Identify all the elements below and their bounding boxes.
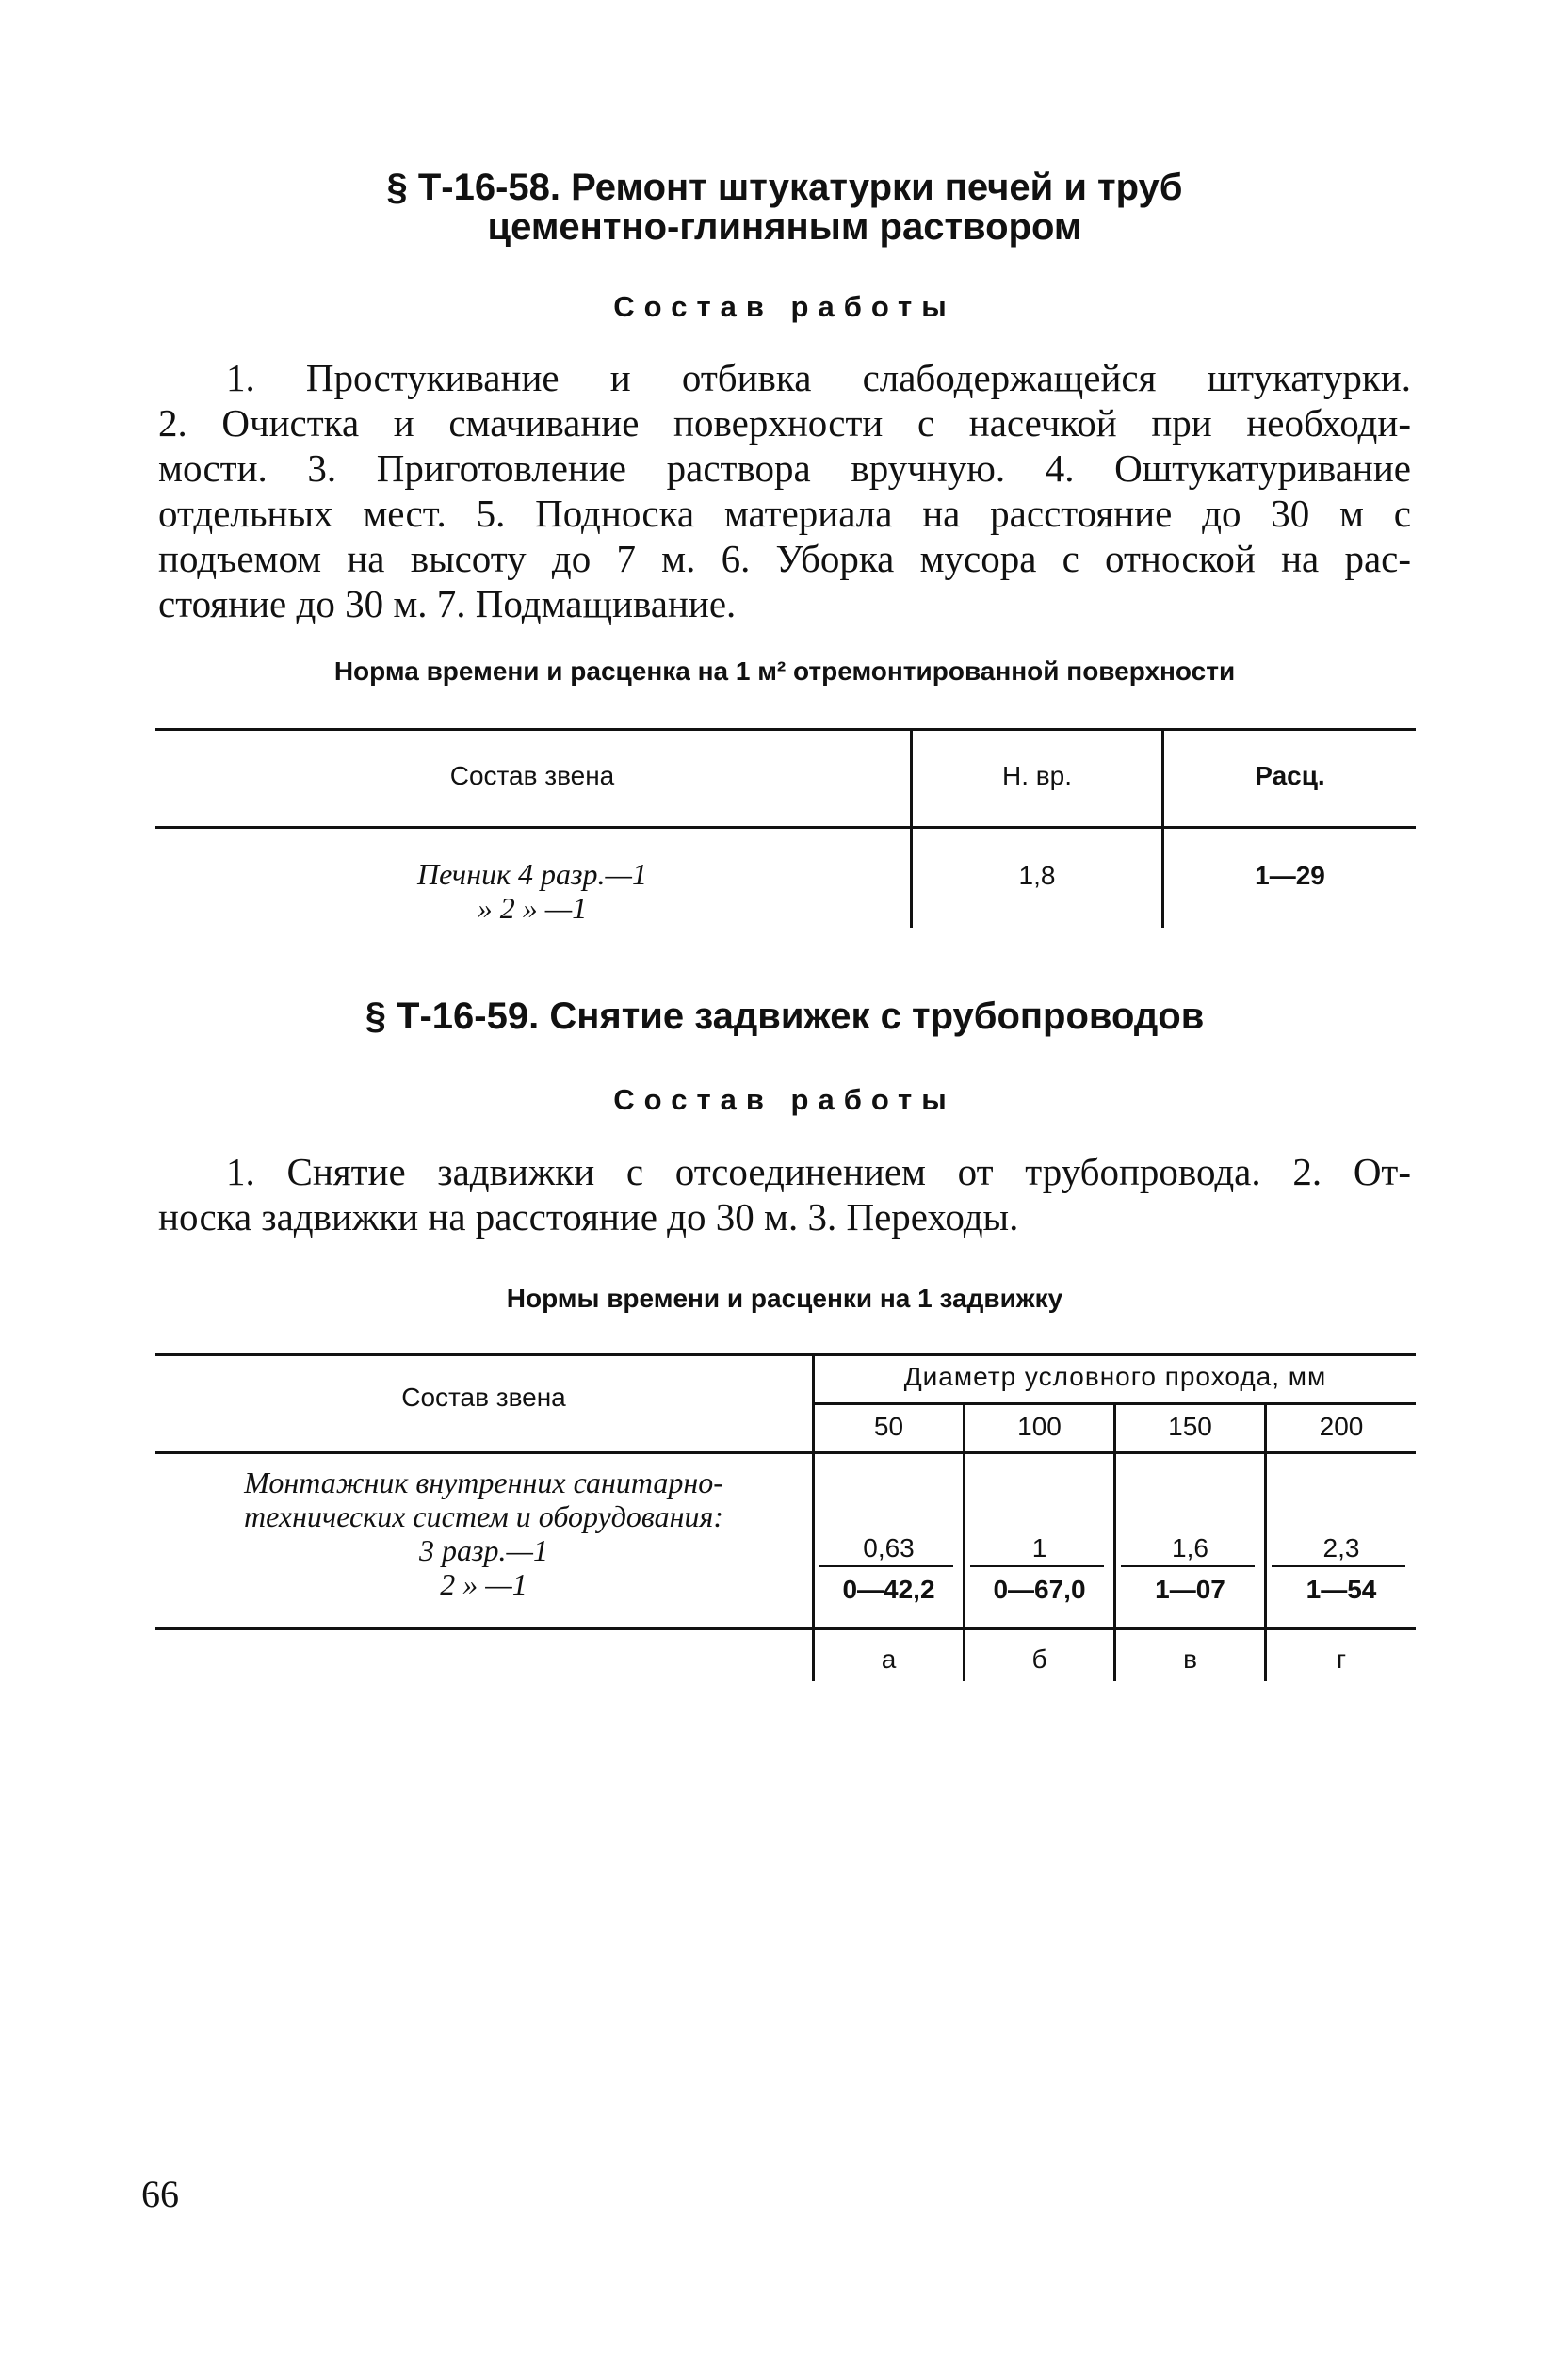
diameter-150: 150 bbox=[1168, 1412, 1212, 1441]
rate-value: 1—29 bbox=[1255, 861, 1325, 890]
table-caption: Нормы времени и расценки на 1 задвижку bbox=[506, 1284, 1063, 1313]
crew-line: » 2 » —1 bbox=[477, 891, 588, 925]
work-line: отдельных мест. 5. Подноска материала на расстояние до 30 м с bbox=[158, 492, 1411, 535]
fraction-rule bbox=[1272, 1565, 1405, 1567]
column-letter: в bbox=[1183, 1644, 1197, 1674]
crew-line: Монтажник внутренних санитарно- bbox=[244, 1465, 723, 1499]
work-line: 2. Очистка и смачивание поверхности с насечкой при необходи- bbox=[158, 401, 1411, 445]
rate-value: 1—07 bbox=[1155, 1575, 1225, 1604]
work-line: носка задвижки на расстояние до 30 м. 3. Переходы. bbox=[158, 1195, 1019, 1239]
fraction-rule bbox=[1121, 1565, 1255, 1567]
column-letter: б bbox=[1031, 1644, 1047, 1674]
diameter-100: 100 bbox=[1017, 1412, 1062, 1441]
rate-value: 0—67,0 bbox=[993, 1575, 1086, 1604]
work-line: подъемом на высоту до 7 м. 6. Уборка мусора с отноской на рас- bbox=[158, 537, 1411, 580]
fraction-rule bbox=[970, 1565, 1104, 1567]
header-diameter: Диаметр условного прохода, мм bbox=[903, 1362, 1327, 1391]
table-divider bbox=[1161, 728, 1164, 928]
header-crew: Состав звена bbox=[401, 1383, 566, 1412]
work-heading: Состав работы bbox=[613, 290, 956, 323]
header-norm: Н. вр. bbox=[1001, 761, 1072, 790]
table-divider bbox=[812, 1353, 815, 1681]
header-rate: Расц. bbox=[1255, 761, 1325, 790]
work-line: мости. 3. Приготовление раствора вручную. 4. Оштукатуривание bbox=[158, 446, 1411, 490]
crew-line: Печник 4 разр.—1 bbox=[417, 857, 647, 891]
work-heading: Состав работы bbox=[613, 1083, 956, 1116]
rate-value: 1—54 bbox=[1306, 1575, 1377, 1604]
fraction-rule bbox=[819, 1565, 953, 1567]
table-header-rule bbox=[155, 826, 1416, 829]
work-line: 1. Простукивание и отбивка слабодержащейся штукатурки. bbox=[226, 356, 1411, 399]
work-line: 1. Снятие задвижки с отсоединением от трубопровода. 2. От- bbox=[226, 1150, 1411, 1193]
section-title-line1: § Т-16-58. Ремонт штукатурки печей и труб bbox=[386, 167, 1183, 208]
header-crew: Состав звена bbox=[449, 761, 615, 790]
norm-value: 1 bbox=[1031, 1533, 1047, 1562]
section-title-line2: цементно-глиняным раствором bbox=[487, 206, 1082, 248]
crew-line: 3 разр.—1 bbox=[419, 1533, 548, 1567]
column-letter: г bbox=[1336, 1644, 1347, 1674]
crew-line: 2 » —1 bbox=[440, 1567, 527, 1601]
diameter-50: 50 bbox=[873, 1412, 904, 1441]
table-top-rule bbox=[155, 1353, 1416, 1356]
rate-value: 0—42,2 bbox=[842, 1575, 935, 1604]
section2-title: § Т-16-59. Снятие задвижек с трубопроводов bbox=[365, 996, 1205, 1037]
table-bottom-rule bbox=[155, 1627, 1416, 1630]
work-line: стояние до 30 м. 7. Подмащивание. bbox=[158, 582, 737, 625]
table-divider bbox=[910, 728, 913, 928]
table-caption: Норма времени и расценка на 1 м² отремонтированной поверхности bbox=[333, 656, 1236, 686]
norm-value: 0,63 bbox=[863, 1533, 915, 1562]
norm-value: 1,6 bbox=[1172, 1533, 1208, 1562]
column-letter: а bbox=[881, 1644, 897, 1674]
table-top-rule bbox=[155, 728, 1416, 731]
norm-value: 1,8 bbox=[1018, 861, 1056, 890]
page-number: 66 bbox=[141, 2173, 179, 2215]
work-description bbox=[158, 1149, 1411, 1239]
table-header-rule bbox=[155, 1451, 1416, 1454]
norm-value: 2,3 bbox=[1322, 1533, 1360, 1562]
diameter-200: 200 bbox=[1319, 1412, 1364, 1441]
crew-line: технических систем и оборудования: bbox=[244, 1499, 723, 1533]
work-description bbox=[158, 355, 1411, 626]
